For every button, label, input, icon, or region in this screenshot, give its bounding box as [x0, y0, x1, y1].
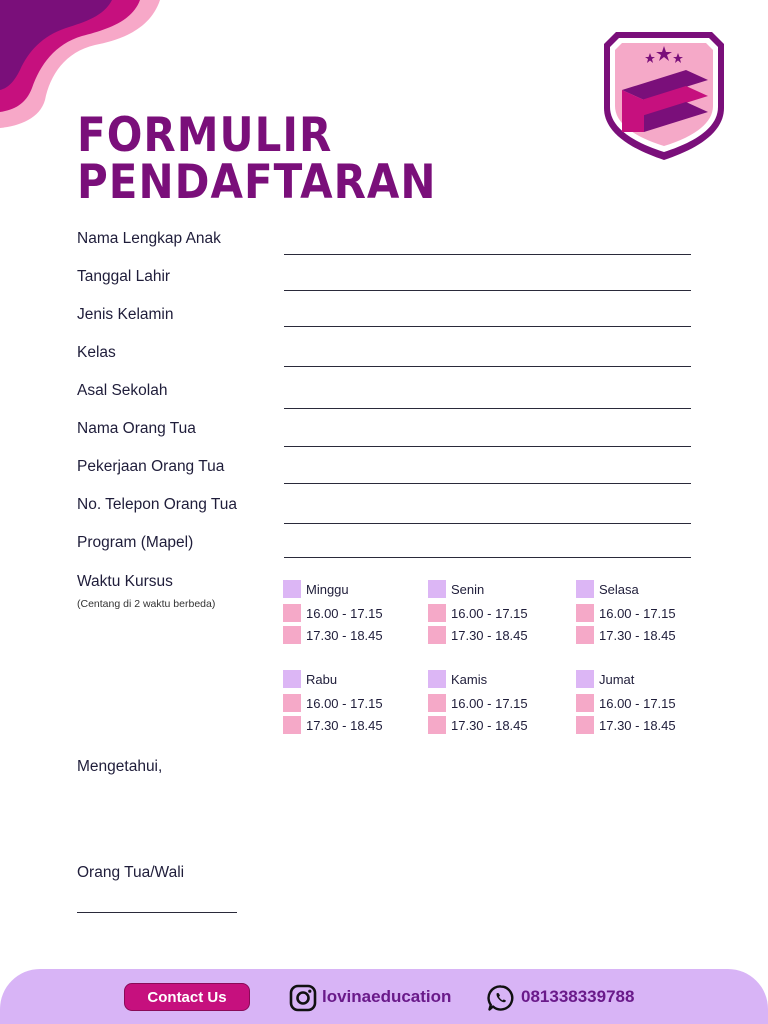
checkbox-square[interactable]	[576, 694, 594, 712]
day-checkbox-kamis[interactable]	[428, 670, 487, 688]
field-line-program[interactable]	[284, 557, 691, 558]
field-line-kelas[interactable]	[284, 366, 691, 367]
checkbox-square[interactable]	[428, 716, 446, 734]
checkbox-square[interactable]	[428, 626, 446, 644]
shield-logo-icon	[600, 28, 728, 164]
field-line-pekerjaan[interactable]	[284, 483, 691, 484]
checkbox-square[interactable]	[428, 604, 446, 622]
instagram-handle[interactable]: lovinaeducation	[322, 987, 452, 1006]
slot-label: 16.00 - 17.15	[451, 695, 528, 711]
checkbox-square[interactable]	[576, 580, 594, 598]
slot-label: 17.30 - 18.45	[451, 717, 528, 733]
title-line-1: FORMULIR	[77, 107, 333, 163]
field-label-asal-sekolah: Asal Sekolah	[77, 382, 168, 399]
day-label: Rabu	[306, 671, 338, 687]
checkbox-square[interactable]	[576, 670, 594, 688]
slot-checkbox[interactable]	[576, 626, 676, 644]
slot-label: 17.30 - 18.45	[306, 717, 383, 733]
slot-label: 16.00 - 17.15	[451, 605, 528, 621]
checkbox-square[interactable]	[576, 716, 594, 734]
day-label: Jumat	[599, 671, 635, 687]
slot-label: 17.30 - 18.45	[599, 627, 676, 643]
checkbox-square[interactable]	[576, 604, 594, 622]
slot-checkbox[interactable]	[428, 626, 528, 644]
checkbox-square[interactable]	[283, 716, 301, 734]
field-line-nama-orang-tua[interactable]	[284, 446, 691, 447]
field-line-jenis-kelamin[interactable]	[284, 326, 691, 327]
whatsapp-number[interactable]: 081338339788	[521, 987, 635, 1006]
field-label-telepon: No. Telepon Orang Tua	[77, 496, 237, 513]
checkbox-square[interactable]	[283, 604, 301, 622]
field-line-nama-anak[interactable]	[284, 254, 691, 255]
slot-checkbox[interactable]	[283, 626, 383, 644]
field-label-nama-orang-tua: Nama Orang Tua	[77, 420, 196, 437]
slot-checkbox[interactable]	[576, 694, 676, 712]
day-checkbox-senin[interactable]	[428, 580, 484, 598]
slot-label: 17.30 - 18.45	[306, 627, 383, 643]
signature-line[interactable]	[77, 912, 237, 913]
waktu-kursus-label: Waktu Kursus	[77, 573, 173, 590]
slot-checkbox[interactable]	[283, 694, 383, 712]
field-line-asal-sekolah[interactable]	[284, 408, 691, 409]
field-label-program: Program (Mapel)	[77, 534, 194, 551]
slot-label: 17.30 - 18.45	[451, 627, 528, 643]
slot-label: 16.00 - 17.15	[599, 695, 676, 711]
field-label-nama-anak: Nama Lengkap Anak	[77, 230, 221, 247]
page-title	[77, 107, 437, 210]
field-label-pekerjaan: Pekerjaan Orang Tua	[77, 458, 225, 475]
slot-label: 17.30 - 18.45	[599, 717, 676, 733]
field-label-tanggal-lahir: Tanggal Lahir	[77, 268, 171, 285]
field-line-telepon[interactable]	[284, 523, 691, 524]
wali-label: Orang Tua/Wali	[77, 864, 185, 881]
day-checkbox-minggu[interactable]	[283, 580, 349, 598]
day-label: Senin	[451, 581, 485, 597]
checkbox-square[interactable]	[428, 694, 446, 712]
instagram-icon[interactable]	[289, 984, 317, 1012]
waktu-kursus-note: (Centang di 2 waktu berbeda)	[77, 598, 216, 610]
day-label: Selasa	[599, 581, 639, 597]
slot-checkbox[interactable]	[428, 716, 528, 734]
field-line-tanggal-lahir[interactable]	[284, 290, 691, 291]
whatsapp-icon[interactable]	[487, 984, 515, 1012]
mengetahui-label: Mengetahui,	[77, 758, 163, 775]
slot-label: 16.00 - 17.15	[599, 605, 676, 621]
slot-label: 16.00 - 17.15	[306, 605, 383, 621]
slot-checkbox[interactable]	[576, 604, 676, 622]
checkbox-square[interactable]	[283, 580, 301, 598]
checkbox-square[interactable]	[428, 670, 446, 688]
checkbox-square[interactable]	[283, 694, 301, 712]
slot-checkbox[interactable]	[576, 716, 676, 734]
checkbox-square[interactable]	[428, 580, 446, 598]
checkbox-square[interactable]	[283, 626, 301, 644]
day-checkbox-selasa[interactable]	[576, 580, 639, 598]
day-label: Minggu	[306, 581, 349, 597]
day-label: Kamis	[451, 671, 488, 687]
field-label-kelas: Kelas	[77, 344, 116, 361]
slot-checkbox[interactable]	[283, 604, 383, 622]
day-checkbox-jumat[interactable]	[576, 670, 634, 688]
field-label-jenis-kelamin: Jenis Kelamin	[77, 306, 174, 323]
slot-label: 16.00 - 17.15	[306, 695, 383, 711]
slot-checkbox[interactable]	[428, 604, 528, 622]
slot-checkbox[interactable]	[283, 716, 383, 734]
checkbox-square[interactable]	[283, 670, 301, 688]
checkbox-square[interactable]	[576, 626, 594, 644]
contact-us-button[interactable]: Contact Us	[124, 983, 250, 1011]
day-checkbox-rabu[interactable]	[283, 670, 337, 688]
title-line-2: PENDAFTARAN	[77, 154, 437, 210]
slot-checkbox[interactable]	[428, 694, 528, 712]
